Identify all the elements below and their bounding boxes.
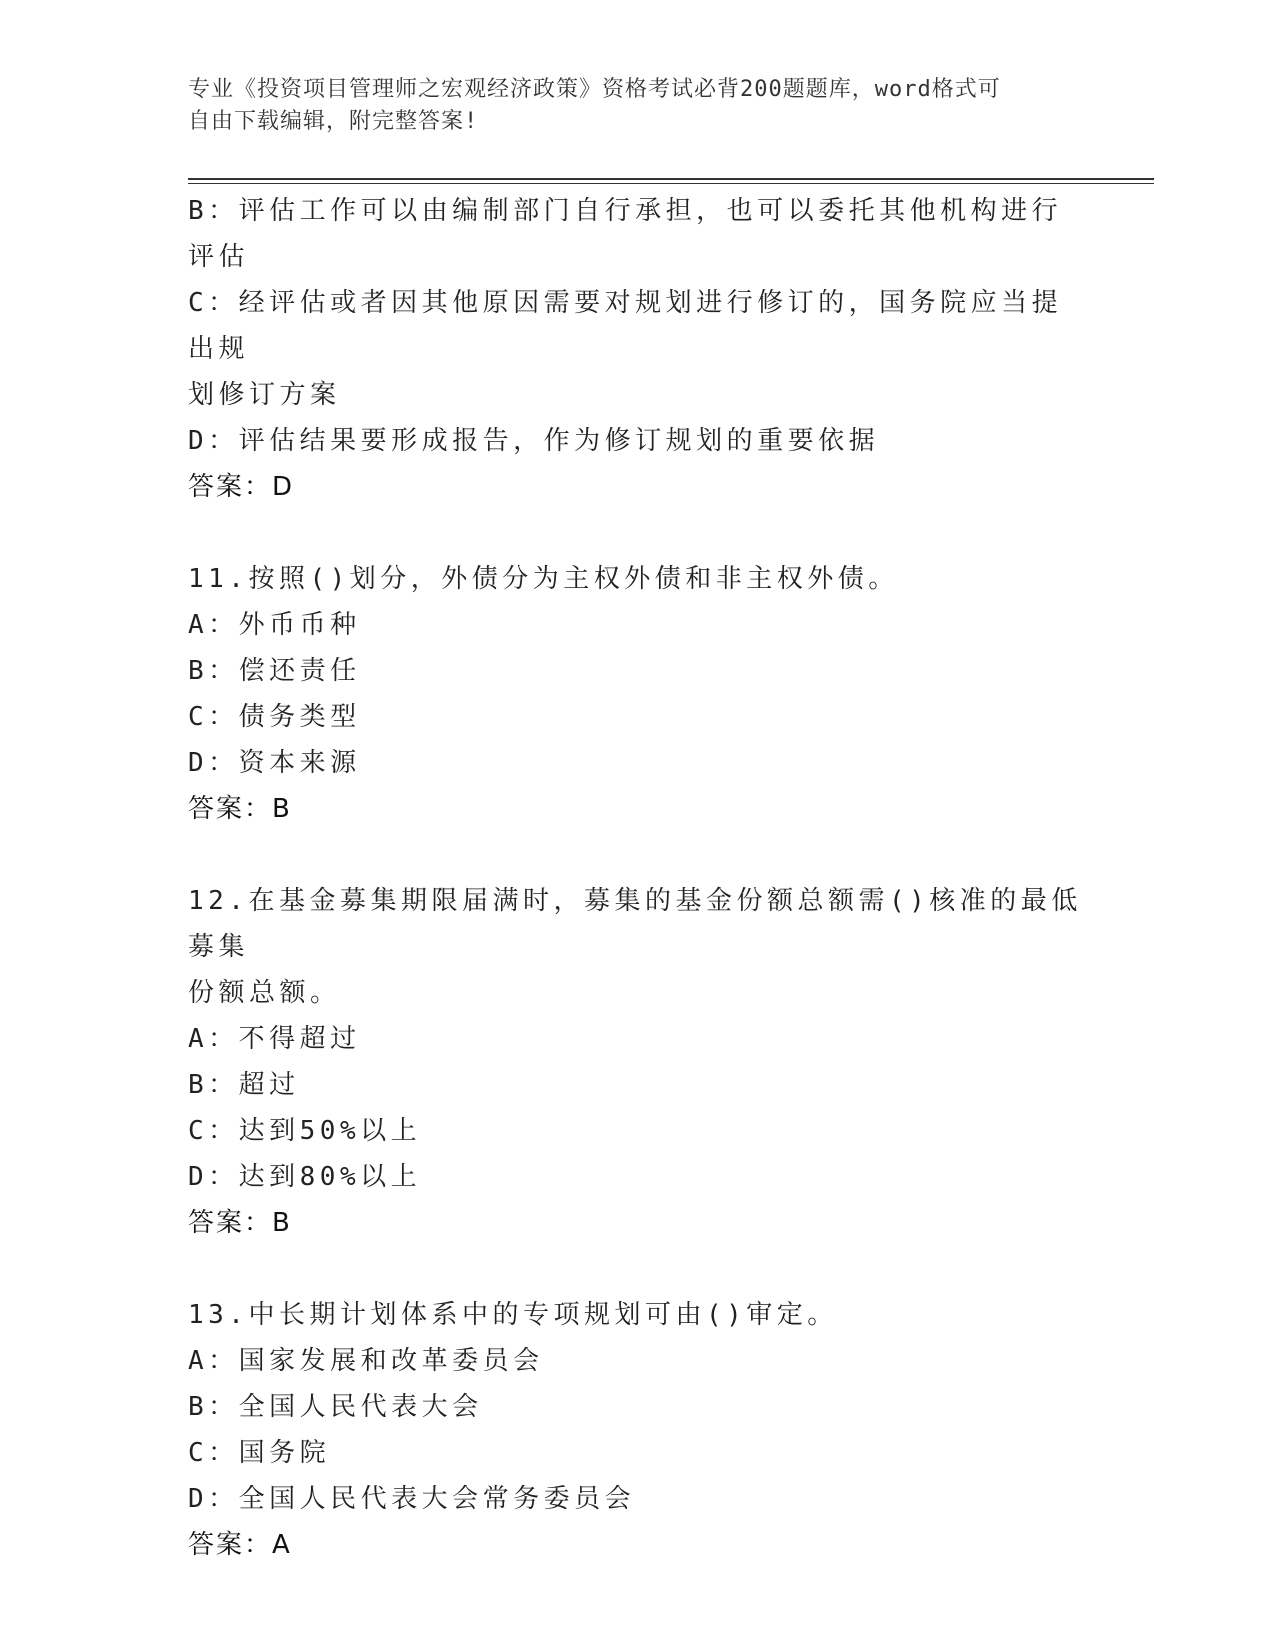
option-b: B：超过 <box>188 1070 300 1100</box>
question-stem: 13.中长期计划体系中的专项规划可由()审定。 <box>188 1300 838 1330</box>
question-stem: 12.在基金募集期限届满时，募集的基金份额总额需()核准的最低募集 <box>188 886 1082 962</box>
option-c: C：国务院 <box>188 1438 331 1468</box>
header-divider-thick <box>188 178 1154 180</box>
question-stem: 11.按照()划分，外债分为主权外债和非主权外债。 <box>188 564 899 594</box>
option-d: D：达到80%以上 <box>188 1162 422 1192</box>
option-d: D：全国人民代表大会常务委员会 <box>188 1484 636 1514</box>
header-title-line-2: 自由下载编辑，附完整答案! <box>188 109 479 134</box>
spacer <box>188 510 1088 556</box>
answer: 答案：D <box>188 472 295 502</box>
answer: 答案：B <box>188 1208 292 1238</box>
option-c: C：经评估或者因其他原因需要对规划进行修订的，国务院应当提出规 <box>188 288 1063 364</box>
option-b: B：全国人民代表大会 <box>188 1392 483 1422</box>
option-c-continued: 划修订方案 <box>188 380 341 410</box>
question-stem-continued: 份额总额。 <box>188 978 341 1008</box>
question-10 <box>188 188 1088 510</box>
document-header <box>188 74 1068 138</box>
option-d: D：资本来源 <box>188 748 361 778</box>
option-d: D：评估结果要形成报告，作为修订规划的重要依据 <box>188 426 880 456</box>
option-a: A：外币币种 <box>188 610 361 640</box>
option-a: A：不得超过 <box>188 1024 361 1054</box>
option-b: B：评估工作可以由编制部门自行承担，也可以委托其他机构进行评估 <box>188 196 1063 272</box>
header-divider-thin <box>188 183 1154 184</box>
question-13 <box>188 1292 1088 1568</box>
answer: 答案：B <box>188 794 292 824</box>
question-11 <box>188 556 1088 832</box>
option-a: A：国家发展和改革委员会 <box>188 1346 544 1376</box>
answer: 答案：A <box>188 1530 292 1560</box>
question-list <box>188 188 1088 1568</box>
option-c: C：债务类型 <box>188 702 361 732</box>
spacer <box>188 1246 1088 1292</box>
question-12 <box>188 878 1088 1246</box>
option-c: C：达到50%以上 <box>188 1116 422 1146</box>
header-title-line-1: 专业《投资项目管理师之宏观经济政策》资格考试必背200题题库，word格式可 <box>188 77 1001 102</box>
option-b: B：偿还责任 <box>188 656 361 686</box>
spacer <box>188 832 1088 878</box>
